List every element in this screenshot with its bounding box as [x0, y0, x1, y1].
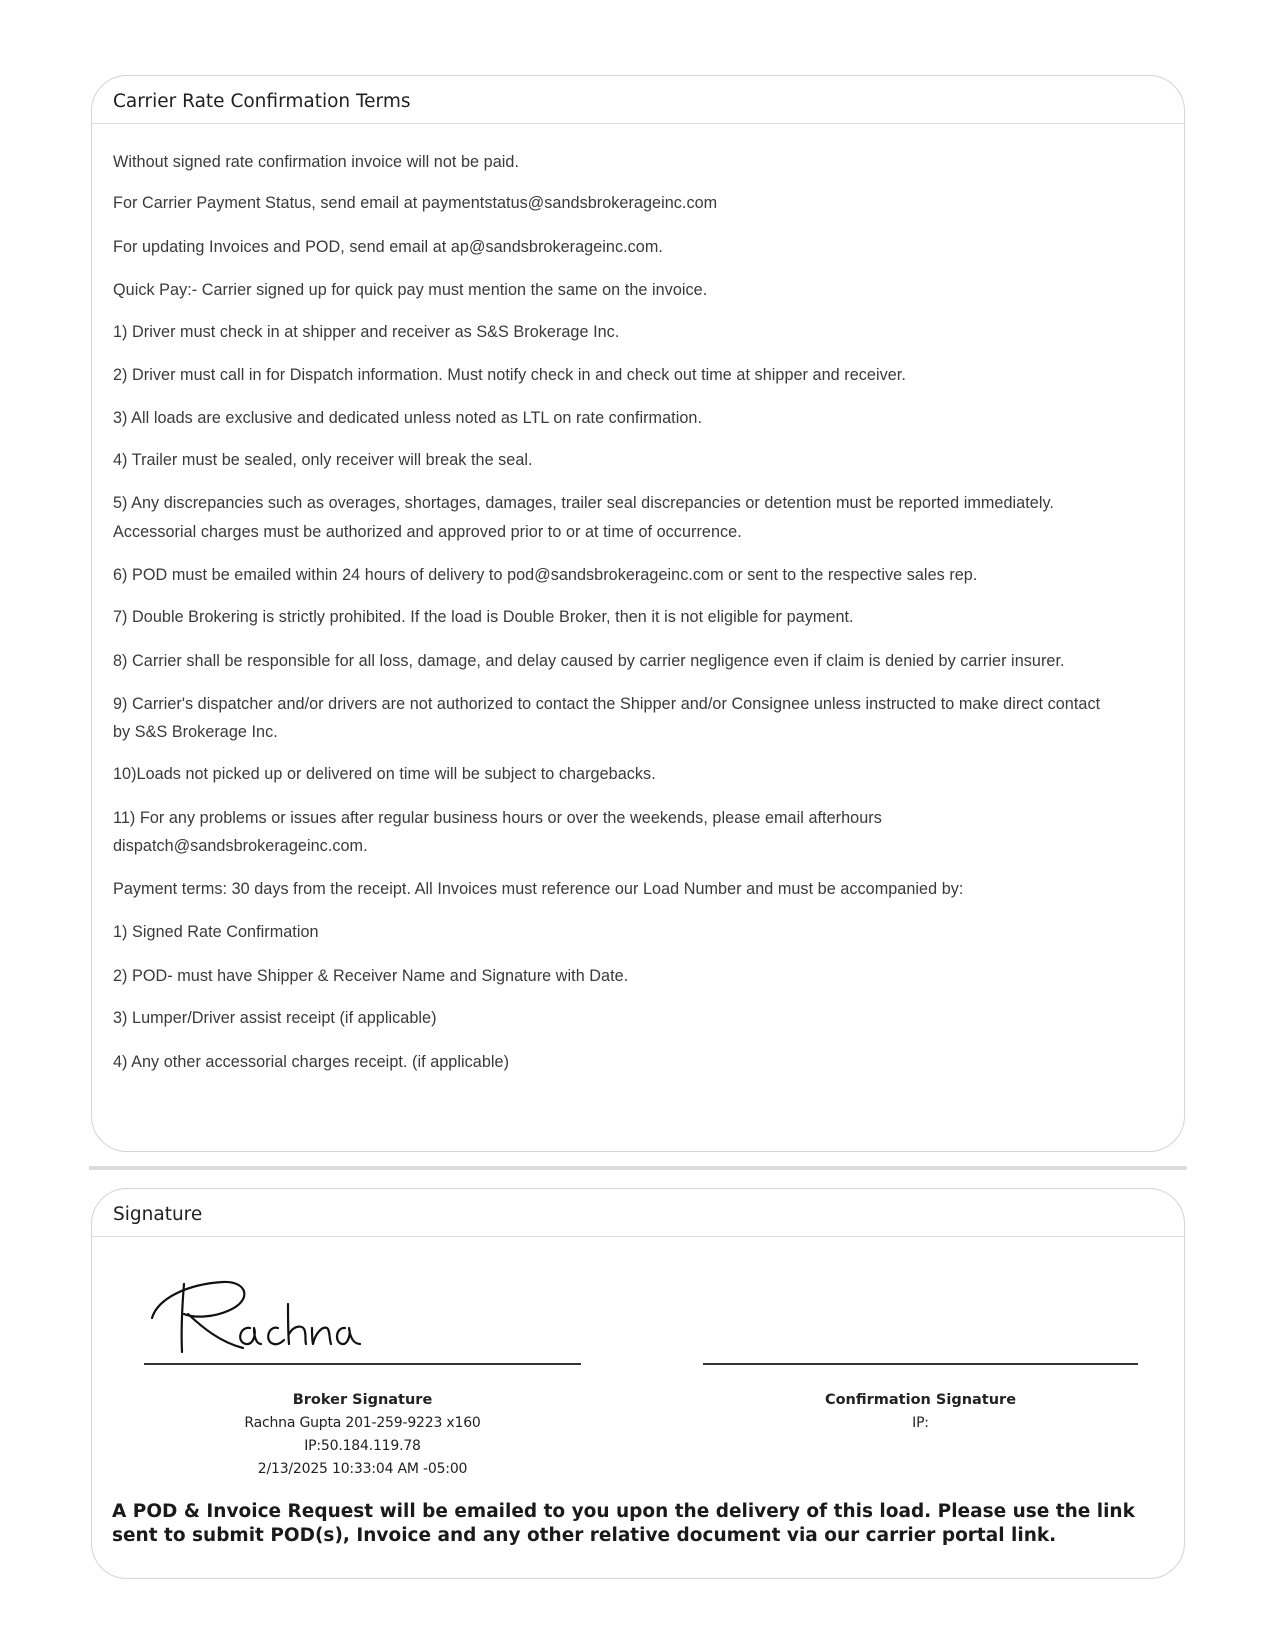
terms-line: by S&S Brokerage Inc. — [113, 723, 278, 741]
broker-signature-label: Broker Signature — [292, 1392, 433, 1408]
terms-line: 8) Carrier shall be responsible for all loss, damage, and delay caused by carrier negligence even if claim is denied by carrier insurer. — [113, 652, 1065, 670]
terms-line: 4) Any other accessorial charges receipt. (if applicable) — [113, 1053, 510, 1071]
terms-line: Accessorial charges must be authorized and approved prior to or at time of occurrence. — [113, 523, 742, 541]
terms-line: 10)Loads not picked up or delivered on time will be subject to chargebacks. — [113, 765, 656, 783]
terms-line: For updating Invoices and POD, send email at ap@sandsbrokerageinc.com. — [113, 238, 663, 256]
confirmation-ip: IP: — [912, 1415, 929, 1431]
broker-contact: Rachna Gupta 201-259-9223 x160 — [244, 1415, 481, 1431]
broker-signature-line — [144, 1363, 581, 1365]
confirmation-signature-label: Confirmation Signature — [824, 1392, 1017, 1408]
terms-card — [91, 75, 1185, 1152]
broker-timestamp: 2/13/2025 10:33:04 AM -05:00 — [257, 1461, 468, 1477]
section-divider — [89, 1166, 1187, 1170]
terms-line: 5) Any discrepancies such as overages, shortages, damages, trailer seal discrepancies or detention must be reported immediately. — [113, 494, 1054, 512]
signature-title: Signature — [92, 1189, 1184, 1237]
terms-line: dispatch@sandsbrokerageinc.com. — [113, 837, 368, 855]
terms-line: 3) Lumper/Driver assist receipt (if applicable) — [113, 1009, 437, 1027]
confirmation-signature-line — [703, 1363, 1138, 1365]
terms-line: 6) POD must be emailed within 24 hours of delivery to pod@sandsbrokerageinc.com or sent to the respective sales rep. — [113, 566, 978, 584]
terms-line: Without signed rate confirmation invoice will not be paid. — [113, 153, 519, 171]
terms-line: Quick Pay:- Carrier signed up for quick pay must mention the same on the invoice. — [113, 281, 708, 299]
terms-line: 11) For any problems or issues after regular business hours or over the weekends, please email afterhours — [113, 809, 882, 827]
terms-line: 9) Carrier's dispatcher and/or drivers are not authorized to contact the Shipper and/or Consignee unless instructed to make direct contact — [113, 695, 1101, 713]
terms-title: Carrier Rate Confirmation Terms — [92, 76, 1184, 124]
confirmation-signature-block — [703, 1389, 1138, 1435]
terms-line: 1) Driver must check in at shipper and receiver as S&S Brokerage Inc. — [113, 323, 620, 341]
terms-line: 7) Double Brokering is strictly prohibited. If the load is Double Broker, then it is not eligible for payment. — [113, 608, 854, 626]
broker-ip: IP:50.184.119.78 — [304, 1438, 421, 1454]
terms-line: 2) Driver must call in for Dispatch information. Must notify check in and check out time at shipper and receiver. — [113, 366, 906, 384]
broker-signature-block — [144, 1389, 581, 1481]
terms-line: For Carrier Payment Status, send email at paymentstatus@sandsbrokerageinc.com — [113, 194, 718, 212]
terms-line: 1) Signed Rate Confirmation — [113, 923, 319, 941]
pod-invoice-note: A POD & Invoice Request will be emailed to you upon the delivery of this load. Please use the link sent to submit POD(s), Invoice and any other relative document via our carrier portal link. — [112, 1501, 1135, 1546]
broker-handwritten-signature — [148, 1278, 368, 1356]
terms-line: 4) Trailer must be sealed, only receiver will break the seal. — [113, 451, 533, 469]
terms-line: 2) POD- must have Shipper & Receiver Name and Signature with Date. — [113, 967, 629, 985]
terms-line: 3) All loads are exclusive and dedicated unless noted as LTL on rate confirmation. — [113, 409, 702, 427]
terms-line: Payment terms: 30 days from the receipt. All Invoices must reference our Load Number and must be accompanied by: — [113, 880, 964, 898]
